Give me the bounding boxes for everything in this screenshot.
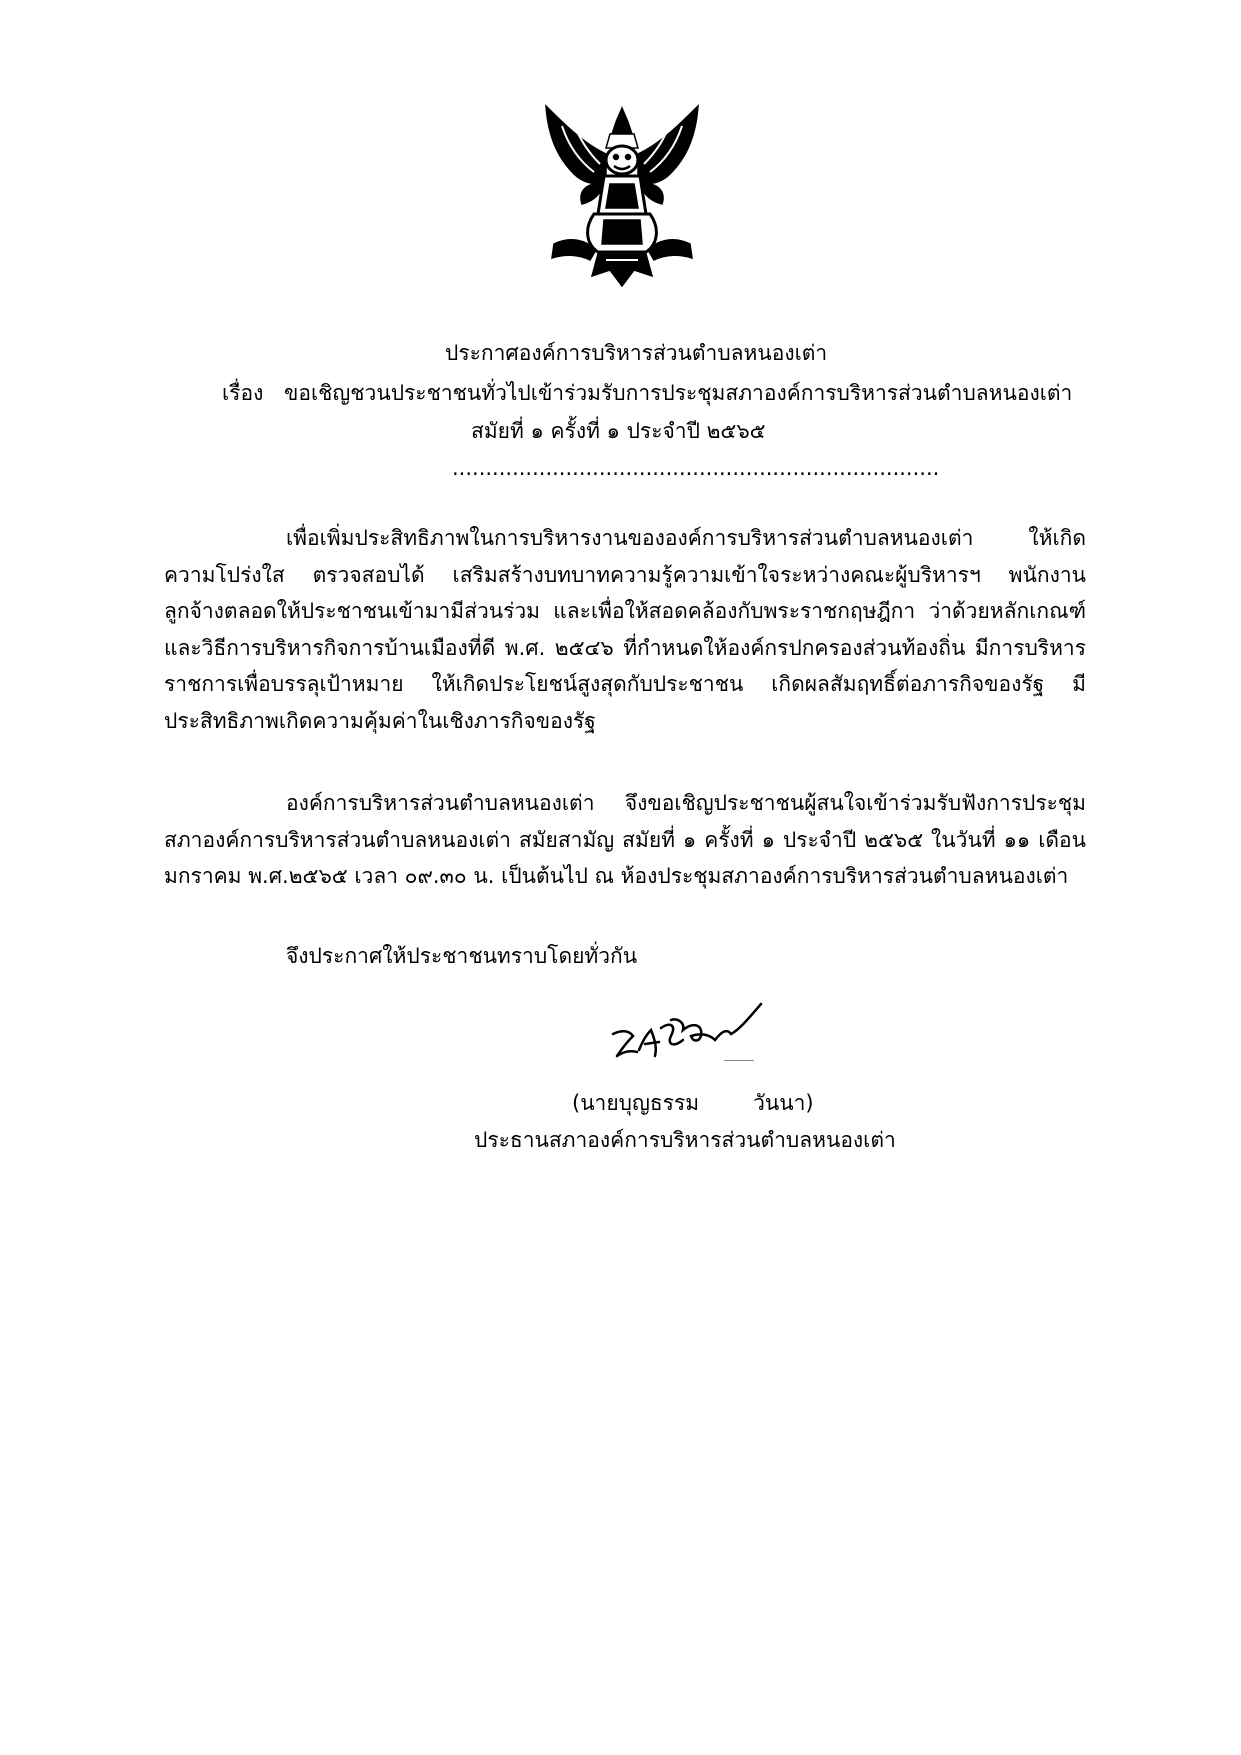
body-paragraph-1: เพื่อเพิ่มประสิทธิภาพในการบริหารงานขององค์การบริหารส่วนตำบลหนองเต่า ให้เกิดความโปร่งใส ตรวจสอบได้ เสริมสร้างบทบาทความรู้ความเข้าใจระหว่างคณะผู้บริหารฯ พนักงาน ลูกจ้างตลอดให้ประชาชนเข้ามามีส่วนร่วม และเพื่อให้สอดคล้องกับพระราชกฤษฎีกา ว่าด้วยหลักเกณฑ์และวิธีการบริหารกิจการบ้านเมืองที่ดี พ.ศ. ๒๕๔๖ ที่กำหนดให้องค์กรปกครองส่วนท้องถิ่น มีการบริหารราชการเพื่อบรรลุเป้าหมาย ให้เกิดประโยชน์สูงสุดกับประชาชน เกิดผลสัมฤทธิ์ต่อภารกิจของรัฐ มีประสิทธิภาพเกิดความคุ้มค่าในเชิงภารกิจของรัฐ bbox=[164, 526, 1086, 733]
announcement-title: ประกาศองค์การบริหารส่วนตำบลหนองเต่า bbox=[445, 341, 828, 365]
session-line: สมัยที่ ๑ ครั้งที่ ๑ ประจำปี ๒๕๖๕ bbox=[471, 419, 766, 443]
garuda-emblem-icon bbox=[534, 104, 710, 288]
announcement-subject bbox=[222, 378, 1072, 408]
signature-underline bbox=[724, 1060, 754, 1061]
dotted-divider: ......................................................................... bbox=[452, 456, 940, 480]
signatory-name bbox=[572, 1088, 814, 1118]
closing-statement: จึงประกาศให้ประชาชนทราบโดยทั่วกัน bbox=[286, 944, 638, 968]
body-paragraph-2: องค์การบริหารส่วนตำบลหนองเต่า จึงขอเชิญประชาชนผู้สนใจเข้าร่วมรับฟังการประชุมสภาองค์การบริหารส่วนตำบลหนองเต่า สมัยสามัญ สมัยที่ ๑ ครั้งที่ ๑ ประจำปี ๒๕๖๕ ในวันที่ ๑๑ เดือนมกราคม พ.ศ.๒๕๖๕ เวลา ๐๙.๓๐ น. เป็นต้นไป ณ ห้องประชุมสภาองค์การบริหารส่วนตำบลหนองเต่า bbox=[164, 791, 1086, 888]
signatory-name-close: วันนา) bbox=[753, 1091, 814, 1115]
subject-text: ขอเชิญชวนประชาชนทั่วไปเข้าร่วมรับการประชุมสภาองค์การบริหารส่วนตำบลหนองเต่า bbox=[284, 381, 1073, 405]
signatory-position: ประธานสภาองค์การบริหารส่วนตำบลหนองเต่า bbox=[474, 1128, 896, 1152]
signatory-name-open: (นายบุญธรรม bbox=[572, 1091, 700, 1115]
subject-label: เรื่อง bbox=[222, 381, 264, 405]
